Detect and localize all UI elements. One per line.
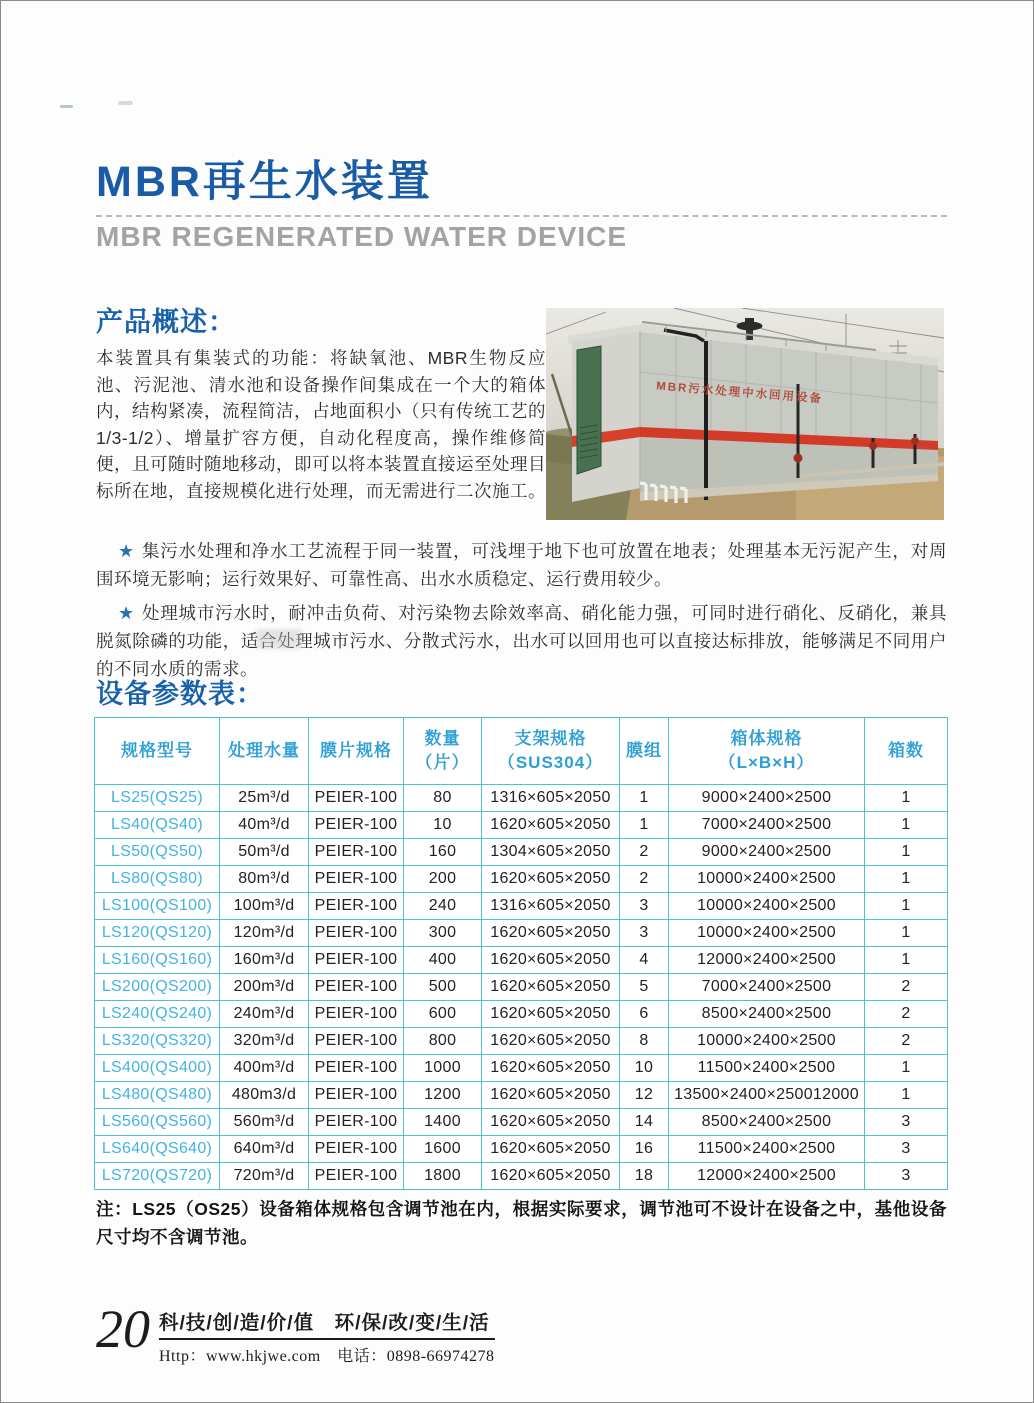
value-cell: 1 [865, 1055, 948, 1082]
model-cell: LS40(QS40) [95, 812, 220, 839]
model-cell: LS120(QS120) [95, 920, 220, 947]
product-photo [546, 308, 944, 520]
value-cell: 400 [404, 947, 482, 974]
value-cell: 10000×2400×2500 [669, 920, 865, 947]
model-cell: LS720(QS720) [95, 1163, 220, 1190]
star-icon: ★ [118, 603, 135, 623]
value-cell: 25m³/d [220, 785, 309, 812]
model-cell: LS480(QS480) [95, 1082, 220, 1109]
param-table [94, 717, 948, 1190]
value-cell: 7000×2400×2500 [669, 812, 865, 839]
value-cell: 2 [620, 839, 669, 866]
value-cell: PEIER-100 [309, 1082, 404, 1109]
value-cell: 9000×2400×2500 [669, 785, 865, 812]
bullet-item [96, 599, 947, 683]
value-cell: PEIER-100 [309, 1109, 404, 1136]
table-row [95, 1136, 948, 1163]
bullet-text: 处理城市污水时，耐冲击负荷、对污染物去除效率高、硝化能力强，可同时进行硝化、反硝化，兼具脱氮除磷的功能，适合处理城市污水、分散式污水，出水可以回用也可以直接达标排放，能够满足不同用户的不同水质的需求。 [96, 603, 948, 679]
table-row [95, 839, 948, 866]
table-row [95, 866, 948, 893]
value-cell: 1620×605×2050 [482, 947, 620, 974]
model-cell: LS200(QS200) [95, 974, 220, 1001]
value-cell: 1620×605×2050 [482, 974, 620, 1001]
model-cell: LS560(QS560) [95, 1109, 220, 1136]
bullet-text: 集污水处理和净水工艺流程于同一装置，可浅埋于地下也可放置在地表；处理基本无污泥产生，对周围环境无影响；运行效果好、可靠性高、出水水质稳定、运行费用较少。 [96, 541, 948, 589]
value-cell: 1620×605×2050 [482, 1109, 620, 1136]
table-row [95, 812, 948, 839]
value-cell: PEIER-100 [309, 974, 404, 1001]
column-header: 膜组 [620, 718, 669, 785]
value-cell: 1304×605×2050 [482, 839, 620, 866]
value-cell: 40m³/d [220, 812, 309, 839]
bullet-item [96, 537, 947, 593]
value-cell: 1620×605×2050 [482, 1163, 620, 1190]
page-title: MBR再生水装置 [96, 158, 433, 206]
value-cell: 3 [620, 893, 669, 920]
scan-artifact [60, 105, 73, 108]
value-cell: 200 [404, 866, 482, 893]
model-cell: LS25(QS25) [95, 785, 220, 812]
value-cell: 6 [620, 1001, 669, 1028]
table-row [95, 1109, 948, 1136]
table-row [95, 1001, 948, 1028]
value-cell: 1620×605×2050 [482, 1136, 620, 1163]
footnote: 注：LS25（OS25）设备箱体规格包含调节池在内，根据实际要求，调节池可不设计在设备之中，基他设备尺寸均不含调节池。 [96, 1199, 947, 1247]
page-subtitle: MBR REGENERATED WATER DEVICE [96, 221, 627, 252]
value-cell: 120m³/d [220, 920, 309, 947]
value-cell: 11500×2400×2500 [669, 1055, 865, 1082]
value-cell: 3 [865, 1109, 948, 1136]
value-cell: 600 [404, 1001, 482, 1028]
value-cell: 480m3/d [220, 1082, 309, 1109]
value-cell: 2 [865, 974, 948, 1001]
value-cell: 12000×2400×2500 [669, 1163, 865, 1190]
value-cell: 1400 [404, 1109, 482, 1136]
value-cell: 10 [404, 812, 482, 839]
value-cell: 1 [865, 785, 948, 812]
feature-bullets [96, 537, 947, 689]
table-row [95, 893, 948, 920]
value-cell: 1200 [404, 1082, 482, 1109]
value-cell: 14 [620, 1109, 669, 1136]
table-row [95, 1082, 948, 1109]
table-row [95, 974, 948, 1001]
value-cell: 5 [620, 974, 669, 1001]
value-cell: 80m³/d [220, 866, 309, 893]
table-row [95, 947, 948, 974]
model-cell: LS160(QS160) [95, 947, 220, 974]
value-cell: 50m³/d [220, 839, 309, 866]
value-cell: 2 [865, 1001, 948, 1028]
table-row [95, 1055, 948, 1082]
value-cell: 1 [865, 866, 948, 893]
title-divider [96, 215, 947, 217]
model-cell: LS320(QS320) [95, 1028, 220, 1055]
value-cell: 100m³/d [220, 893, 309, 920]
value-cell: 12000×2400×2500 [669, 947, 865, 974]
model-cell: LS400(QS400) [95, 1055, 220, 1082]
value-cell: 10 [620, 1055, 669, 1082]
value-cell: 10000×2400×2500 [669, 893, 865, 920]
value-cell: 3 [865, 1136, 948, 1163]
value-cell: 500 [404, 974, 482, 1001]
column-header: 支架规格 （SUS304） [482, 718, 620, 785]
value-cell: PEIER-100 [309, 812, 404, 839]
table-row [95, 920, 948, 947]
value-cell: 1316×605×2050 [482, 893, 620, 920]
value-cell: PEIER-100 [309, 1055, 404, 1082]
column-header: 箱数 [865, 718, 948, 785]
value-cell: 80 [404, 785, 482, 812]
value-cell: PEIER-100 [309, 1136, 404, 1163]
value-cell: 240 [404, 893, 482, 920]
value-cell: 1 [865, 920, 948, 947]
value-cell: 3 [865, 1163, 948, 1190]
value-cell: 1620×605×2050 [482, 1001, 620, 1028]
value-cell: 400m³/d [220, 1055, 309, 1082]
value-cell: 8500×2400×2500 [669, 1001, 865, 1028]
equipment-photo-illustration [546, 308, 944, 520]
value-cell: 1620×605×2050 [482, 812, 620, 839]
value-cell: 1 [865, 893, 948, 920]
value-cell: 200m³/d [220, 974, 309, 1001]
model-cell: LS50(QS50) [95, 839, 220, 866]
value-cell: 7000×2400×2500 [669, 974, 865, 1001]
value-cell: 4 [620, 947, 669, 974]
value-cell: PEIER-100 [309, 1163, 404, 1190]
value-cell: 10000×2400×2500 [669, 866, 865, 893]
overview-body: 本装置具有集装式的功能：将缺氧池、MBR生物反应池、污泥池、清水池和设备操作间集成在一个大的箱体内，结构紧凑，流程简洁，占地面积小（只有传统工艺的1/3-1/2）、增量扩容方便，自动化程度高，操作维修简便，且可随时随地移动，即可以将本装置直接运至处理目标所在地，直接规模化进行处理，而无需进行二次施工。 [96, 348, 546, 501]
value-cell: 2 [865, 1028, 948, 1055]
value-cell: 10000×2400×2500 [669, 1028, 865, 1055]
column-header: 箱体规格 （L×B×H） [669, 718, 865, 785]
model-cell: LS240(QS240) [95, 1001, 220, 1028]
table-row [95, 1163, 948, 1190]
value-cell: 1 [865, 812, 948, 839]
value-cell: 160 [404, 839, 482, 866]
erased-text-smudge [256, 629, 302, 649]
column-header: 规格型号 [95, 718, 220, 785]
value-cell: 720m³/d [220, 1163, 309, 1190]
value-cell: 1 [620, 812, 669, 839]
model-cell: LS80(QS80) [95, 866, 220, 893]
page-header [96, 159, 947, 252]
value-cell: 1316×605×2050 [482, 785, 620, 812]
column-header: 膜片规格 [309, 718, 404, 785]
value-cell: 13500×2400×250012000 [669, 1082, 865, 1109]
value-cell: 1 [620, 785, 669, 812]
value-cell: 1000 [404, 1055, 482, 1082]
value-cell: PEIER-100 [309, 1001, 404, 1028]
value-cell: PEIER-100 [309, 947, 404, 974]
column-header: 处理水量 [220, 718, 309, 785]
value-cell: 1800 [404, 1163, 482, 1190]
value-cell: 1620×605×2050 [482, 1055, 620, 1082]
value-cell: 1620×605×2050 [482, 1082, 620, 1109]
value-cell: 640m³/d [220, 1136, 309, 1163]
value-cell: PEIER-100 [309, 839, 404, 866]
value-cell: 1620×605×2050 [482, 866, 620, 893]
value-cell: 800 [404, 1028, 482, 1055]
value-cell: 1 [865, 839, 948, 866]
value-cell: 560m³/d [220, 1109, 309, 1136]
value-cell: 300 [404, 920, 482, 947]
footer-contact: Http：www.hkjwe.com 电话：0898-66974278 [159, 1348, 495, 1365]
overview-heading: 产品概述： [96, 307, 236, 337]
table-row [95, 1028, 948, 1055]
value-cell: 2 [620, 866, 669, 893]
model-cell: LS100(QS100) [95, 893, 220, 920]
value-cell: 18 [620, 1163, 669, 1190]
value-cell: PEIER-100 [309, 1028, 404, 1055]
model-cell: LS640(QS640) [95, 1136, 220, 1163]
value-cell: 9000×2400×2500 [669, 839, 865, 866]
column-header: 数量 （片） [404, 718, 482, 785]
value-cell: 11500×2400×2500 [669, 1136, 865, 1163]
value-cell: 3 [620, 920, 669, 947]
value-cell: PEIER-100 [309, 866, 404, 893]
value-cell: 1620×605×2050 [482, 1028, 620, 1055]
value-cell: PEIER-100 [309, 920, 404, 947]
page-footer [96, 1301, 495, 1366]
value-cell: 8500×2400×2500 [669, 1109, 865, 1136]
scan-artifact [118, 101, 133, 105]
page-number: 20 [96, 1299, 150, 1359]
header-row [95, 718, 948, 785]
equipment-label: MBR污水处理中水回用设备 [655, 380, 824, 406]
value-cell: PEIER-100 [309, 893, 404, 920]
value-cell: PEIER-100 [309, 785, 404, 812]
parameters-heading: 设备参数表： [96, 679, 264, 709]
value-cell: 16 [620, 1136, 669, 1163]
value-cell: 1600 [404, 1136, 482, 1163]
value-cell: 1 [865, 947, 948, 974]
star-icon: ★ [118, 541, 135, 561]
value-cell: 160m³/d [220, 947, 309, 974]
value-cell: 12 [620, 1082, 669, 1109]
value-cell: 8 [620, 1028, 669, 1055]
footer-slogan: 科/技/创/造/价/值 环/保/改/变/生/活 [159, 1307, 495, 1340]
value-cell: 320m³/d [220, 1028, 309, 1055]
value-cell: 240m³/d [220, 1001, 309, 1028]
table-row [95, 785, 948, 812]
value-cell: 1 [865, 1082, 948, 1109]
value-cell: 1620×605×2050 [482, 920, 620, 947]
